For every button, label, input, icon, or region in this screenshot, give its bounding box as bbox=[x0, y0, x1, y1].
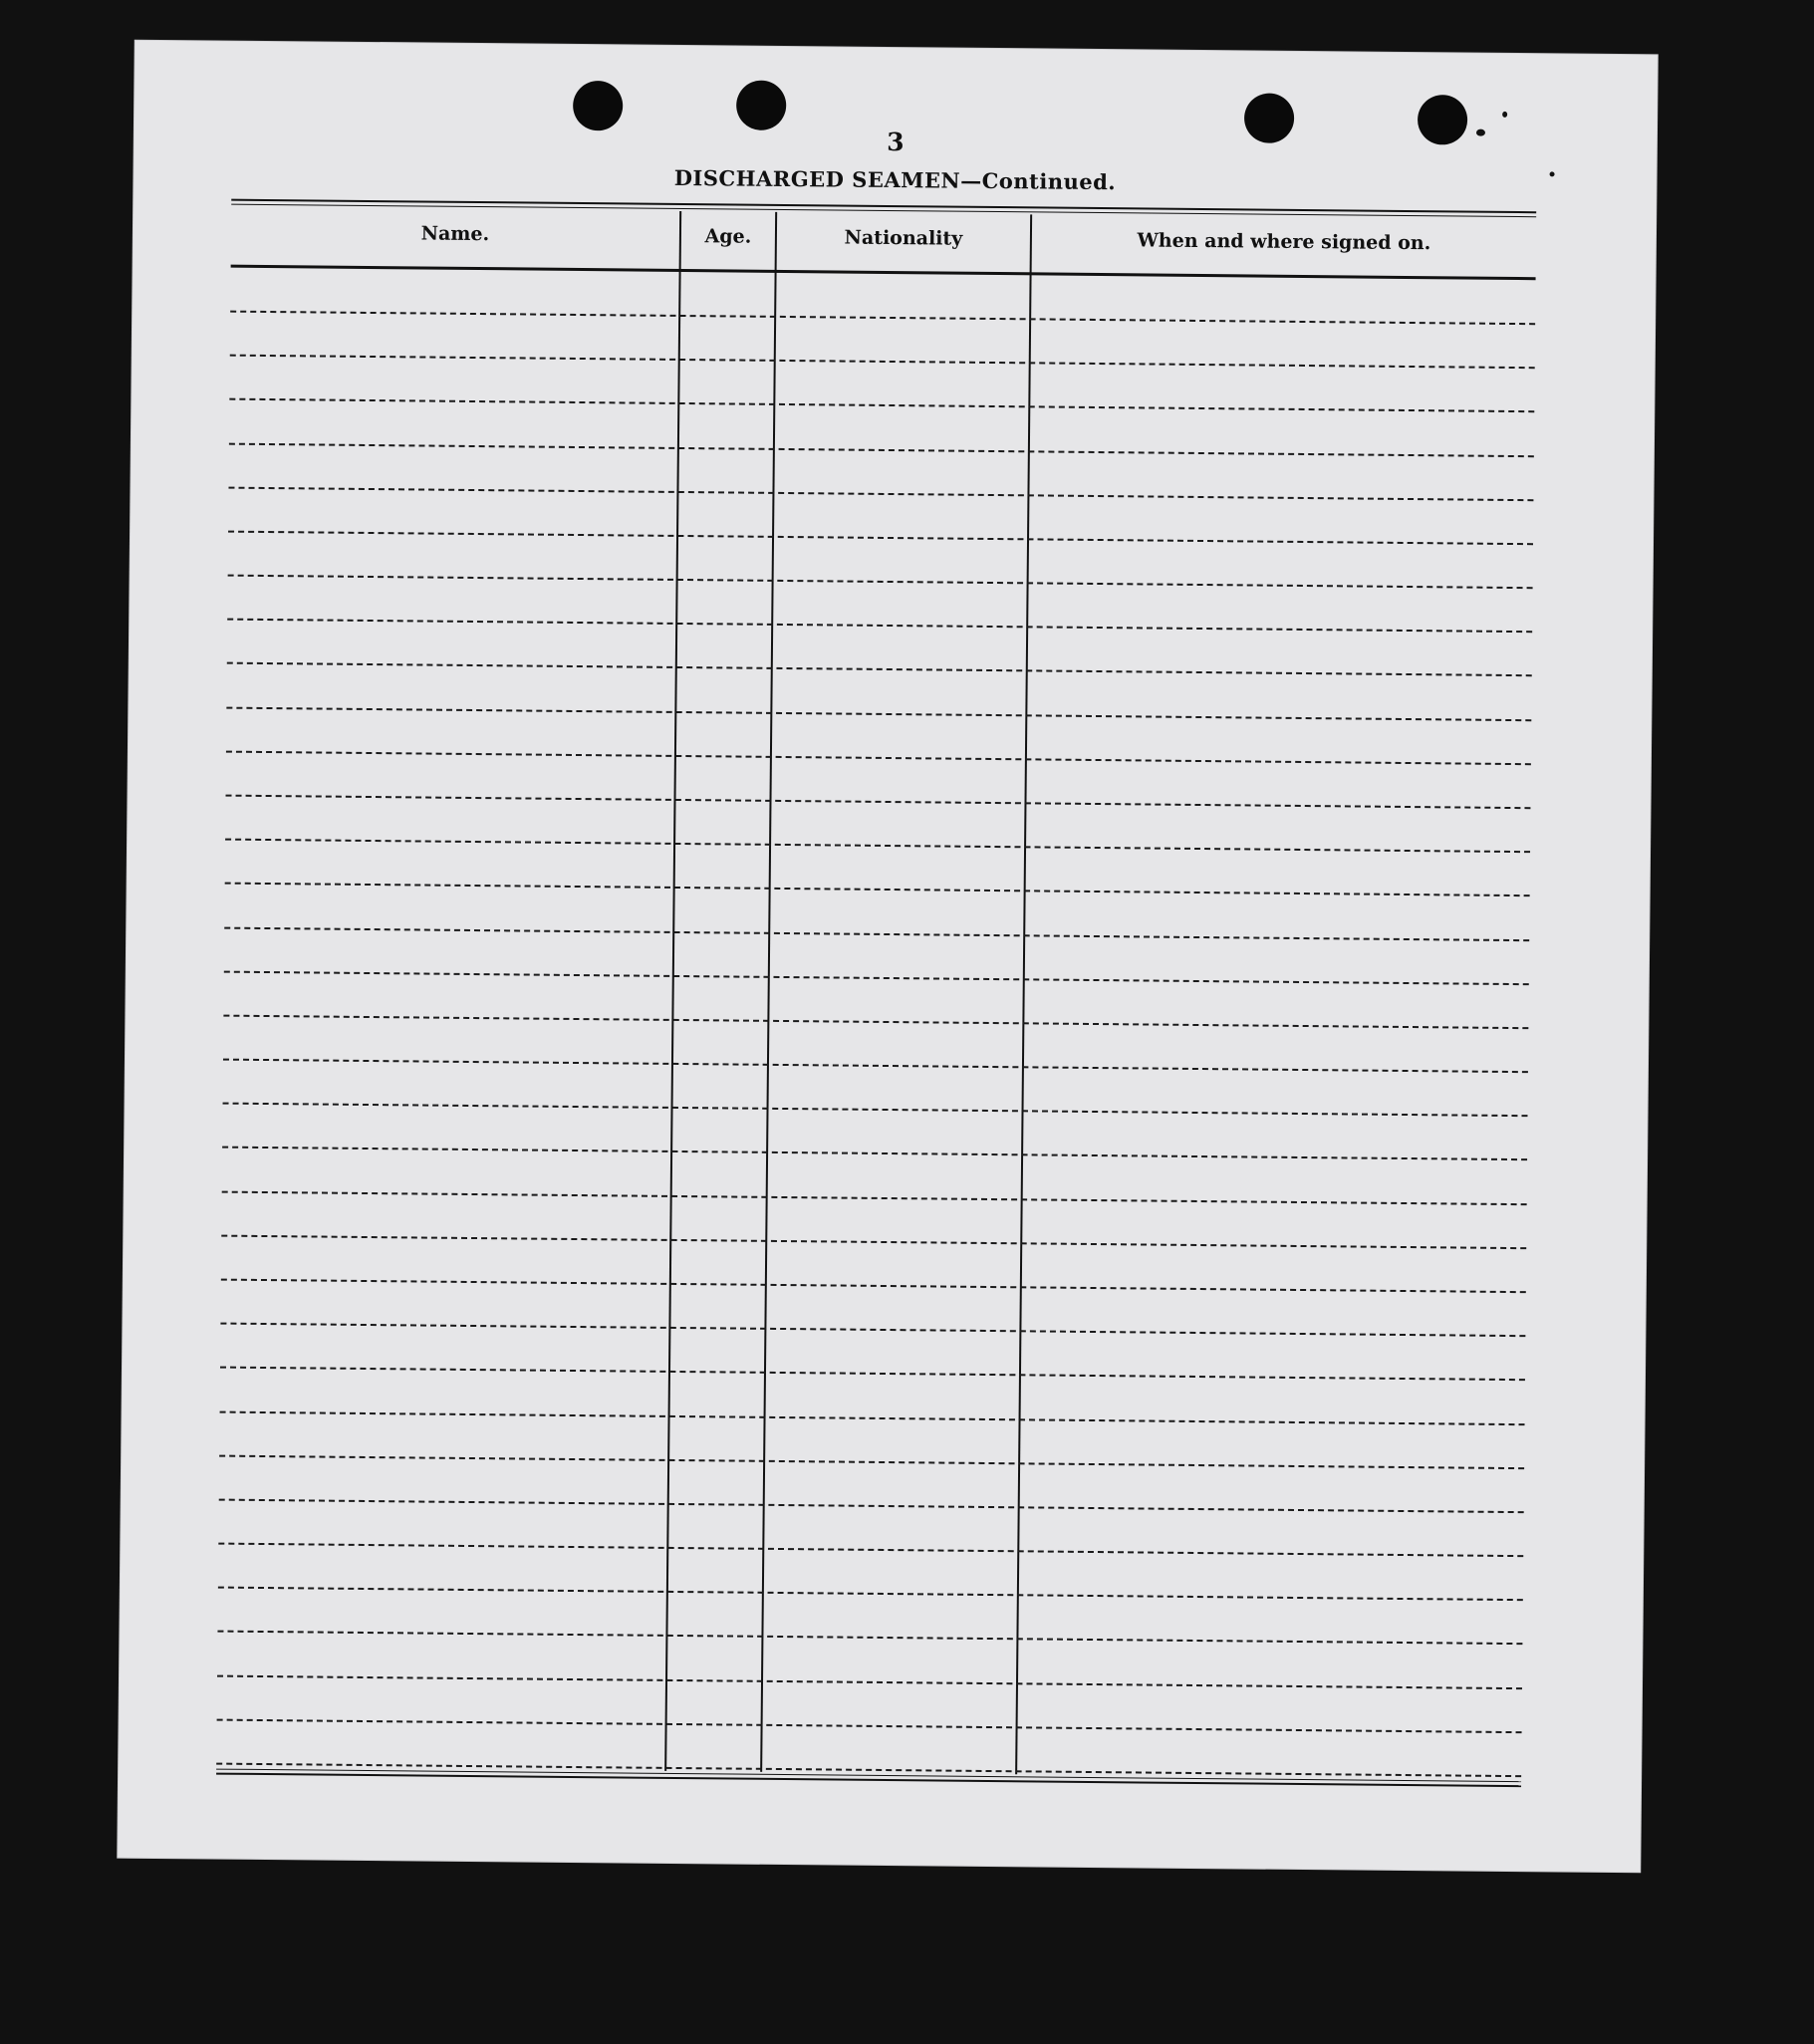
table-bottom-rule bbox=[216, 1769, 1521, 1788]
table-row bbox=[227, 662, 1532, 677]
table-row bbox=[223, 1059, 1528, 1074]
header-bottom-rule bbox=[231, 265, 1536, 281]
page-title: DISCHARGED SEAMEN—Continued. bbox=[673, 164, 1117, 195]
table-top-rule bbox=[231, 199, 1536, 218]
column-divider bbox=[1015, 214, 1032, 1774]
column-header-name: Name. bbox=[420, 222, 490, 246]
table-row bbox=[230, 355, 1535, 370]
seamen-table bbox=[216, 199, 1536, 1794]
table-row bbox=[223, 1103, 1528, 1118]
table-row bbox=[224, 970, 1529, 985]
table-row bbox=[217, 1674, 1522, 1689]
punch-hole bbox=[573, 81, 623, 130]
table-row bbox=[223, 1015, 1528, 1030]
table-row bbox=[217, 1631, 1522, 1646]
table-row bbox=[230, 311, 1535, 326]
column-header-nationality: Nationality bbox=[844, 226, 963, 250]
table-row bbox=[222, 1190, 1527, 1205]
table-row bbox=[221, 1234, 1526, 1249]
table-row bbox=[225, 839, 1530, 854]
table-row bbox=[220, 1410, 1525, 1425]
table-row bbox=[226, 795, 1531, 810]
table-row bbox=[219, 1498, 1524, 1513]
column-header-age: Age. bbox=[704, 225, 752, 248]
column-divider bbox=[760, 212, 777, 1772]
document-page bbox=[118, 41, 1657, 1873]
table-row bbox=[229, 442, 1534, 457]
table-row bbox=[226, 706, 1531, 721]
ink-speck bbox=[1502, 112, 1507, 118]
table-row bbox=[221, 1279, 1526, 1294]
table-row bbox=[228, 531, 1533, 546]
table-row bbox=[224, 926, 1529, 941]
punch-hole bbox=[736, 81, 786, 130]
table-row bbox=[228, 575, 1533, 590]
table-row bbox=[218, 1587, 1523, 1602]
column-divider bbox=[664, 211, 681, 1771]
table-row bbox=[220, 1367, 1525, 1382]
table-row bbox=[225, 883, 1530, 897]
table-row bbox=[228, 486, 1533, 501]
table-row bbox=[217, 1718, 1522, 1733]
column-header-signed-on: When and where signed on. bbox=[1137, 229, 1431, 255]
table-row bbox=[219, 1454, 1524, 1469]
table-row bbox=[218, 1543, 1523, 1558]
table-row bbox=[222, 1147, 1527, 1161]
table-row bbox=[226, 750, 1531, 765]
table-row bbox=[227, 619, 1532, 634]
table-row bbox=[220, 1323, 1525, 1338]
page-number: 3 bbox=[887, 127, 905, 157]
table-row bbox=[229, 398, 1534, 413]
